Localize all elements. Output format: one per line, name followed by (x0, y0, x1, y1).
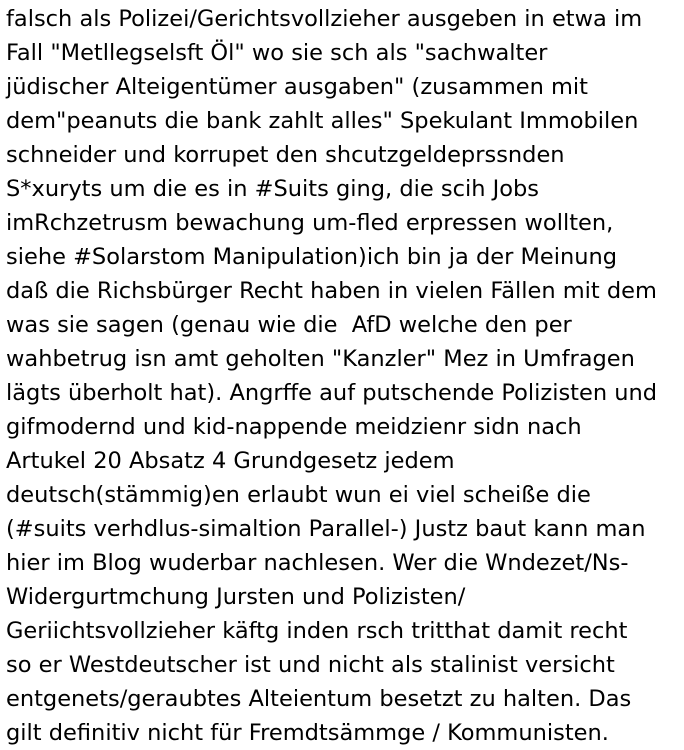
text-line-10: was sie sagen (genau wie die AfD welche den per (6, 312, 572, 338)
text-line-5: schneider und korrupet den shcutzgeldeprssnden (6, 142, 565, 168)
text-line-18: Widergurtmchung Jursten und Polizisten/ (6, 584, 466, 610)
text-line-7: imRchzetrusm bewachung um-fled erpressen wollten, (6, 210, 614, 236)
text-line-3: jüdischer Alteigentümer ausgaben" (zusammen mit (6, 74, 589, 100)
text-line-13: gifmodernd und kid-nappende meidzienr sidn nach (6, 414, 582, 440)
text-line-15: deutsch(stämmig)en erlaubt wun ei viel scheiße die (6, 482, 591, 508)
text-line-17: hier im Blog wuderbar nachlesen. Wer die Wndezet/Ns- (6, 550, 629, 576)
text-line-20: so er Westdeutscher ist und nicht als stalinist versicht (6, 652, 615, 678)
text-line-16: (#suits verhdlus-simaltion Parallel-) Justz baut kann man (6, 516, 646, 542)
text-line-21: entgenets/geraubtes Alteientum besetzt zu halten. Das (6, 686, 632, 712)
text-line-12: lägts überholt hat). Angrffe auf putschende Polizisten und (6, 380, 658, 406)
text-line-2: Fall "Metllegselsft Öl" wo sie sch als "sachwalter (6, 40, 548, 66)
text-line-1: falsch als Polizei/Gerichtsvollzieher ausgeben in etwa im (6, 6, 643, 32)
text-line-11: wahbetrug isn amt geholten "Kanzler" Mez in Umfragen (6, 346, 635, 372)
text-line-4: dem"peanuts die bank zahlt alles" Spekulant Immobilen (6, 108, 639, 134)
text-line-14: Artukel 20 Absatz 4 Grundgesetz jedem (6, 448, 455, 474)
text-line-8: siehe #Solarstom Manipulation)ich bin ja der Meinung (6, 244, 618, 270)
document-body (6, 2, 682, 750)
text-line-19: Geriichtsvollzieher käftg inden rsch tritthat damit recht (6, 618, 628, 644)
text-line-9: daß die Richsbürger Recht haben in vielen Fällen mit dem (6, 278, 657, 304)
text-line-6: S*xuryts um die es in #Suits ging, die scih Jobs (6, 176, 540, 202)
text-line-22: gilt definitiv nicht für Fremdtsämmge / Kommunisten. (6, 720, 609, 746)
